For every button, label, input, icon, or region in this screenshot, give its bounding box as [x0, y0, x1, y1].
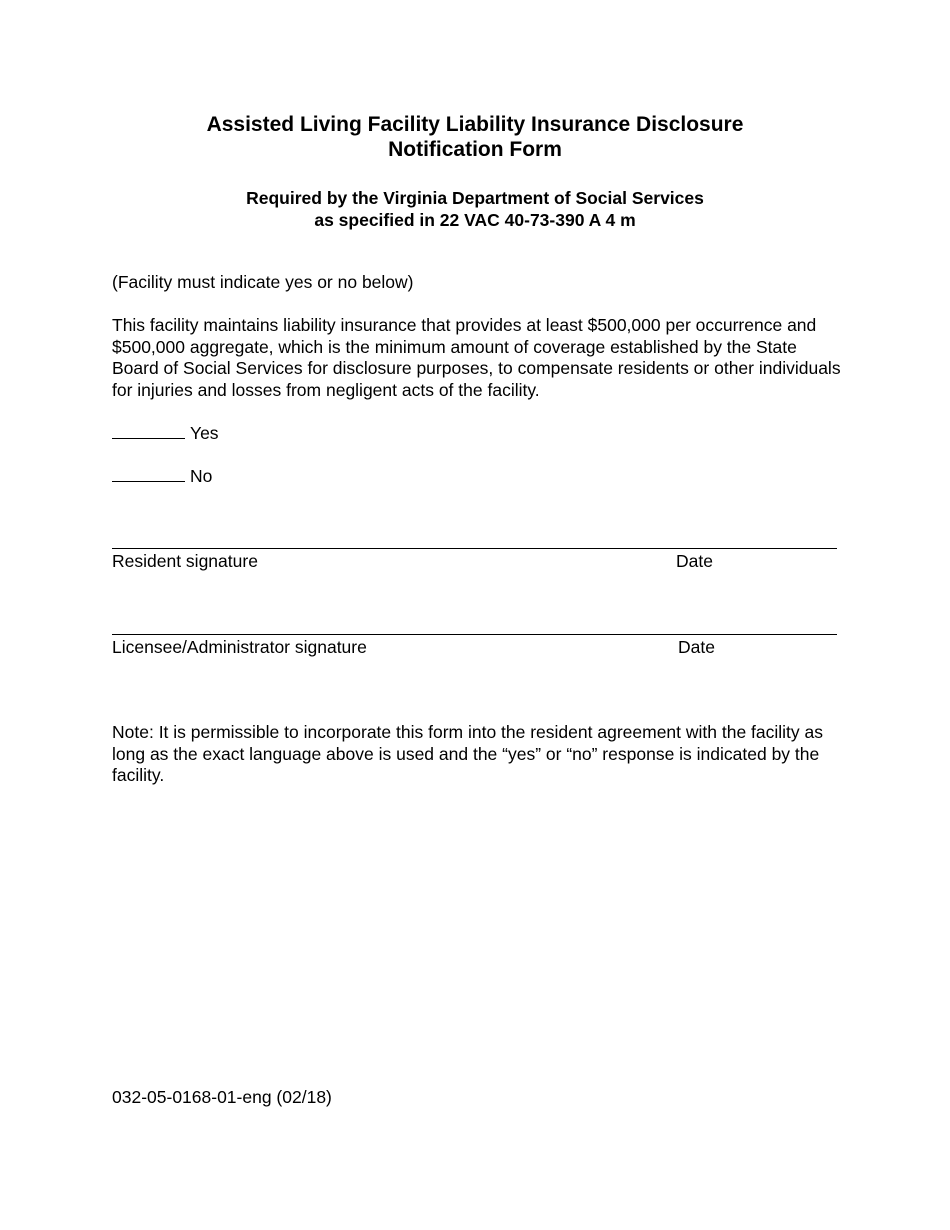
instruction-text: (Facility must indicate yes or no below) — [112, 272, 414, 292]
no-option — [112, 465, 212, 488]
form-number: 032-05-0168-01-eng (02/18) — [112, 1087, 332, 1107]
yes-option — [112, 422, 219, 445]
page-title — [0, 112, 950, 162]
resident-signature-label: Resident signature — [112, 551, 258, 571]
no-blank-field[interactable] — [112, 465, 185, 482]
coverage-statement: This facility maintains liability insurance that provides at least $500,000 per occurrence and $500,000 aggregate, which is the minimum amount of coverage established by the State Board of Social Services for disclosure purposes, to compensate residents or other individuals for injuries and losses from negligent acts of the facility. — [112, 315, 841, 400]
no-label: No — [190, 466, 213, 486]
yes-label: Yes — [190, 423, 219, 443]
title-line-2: Notification Form — [388, 138, 562, 161]
title-line-1: Assisted Living Facility Liability Insurance Disclosure — [206, 113, 744, 136]
note-text: Note: It is permissible to incorporate this form into the resident agreement with the facility as long as the exact language above is used and the “yes” or “no” response is indicated by the facility. — [112, 722, 824, 785]
resident-signature-line[interactable] — [112, 548, 837, 549]
page-subtitle — [0, 187, 950, 231]
subtitle-line-1: Required by the Virginia Department of Social Services — [246, 188, 704, 208]
licensee-signature-label: Licensee/Administrator signature — [112, 637, 367, 657]
subtitle-line-2: as specified in 22 VAC 40-73-390 A 4 m — [314, 210, 636, 230]
licensee-signature-line[interactable] — [112, 634, 837, 635]
yes-blank-field[interactable] — [112, 422, 185, 439]
licensee-date-label: Date — [678, 637, 715, 657]
resident-date-label: Date — [676, 551, 713, 571]
